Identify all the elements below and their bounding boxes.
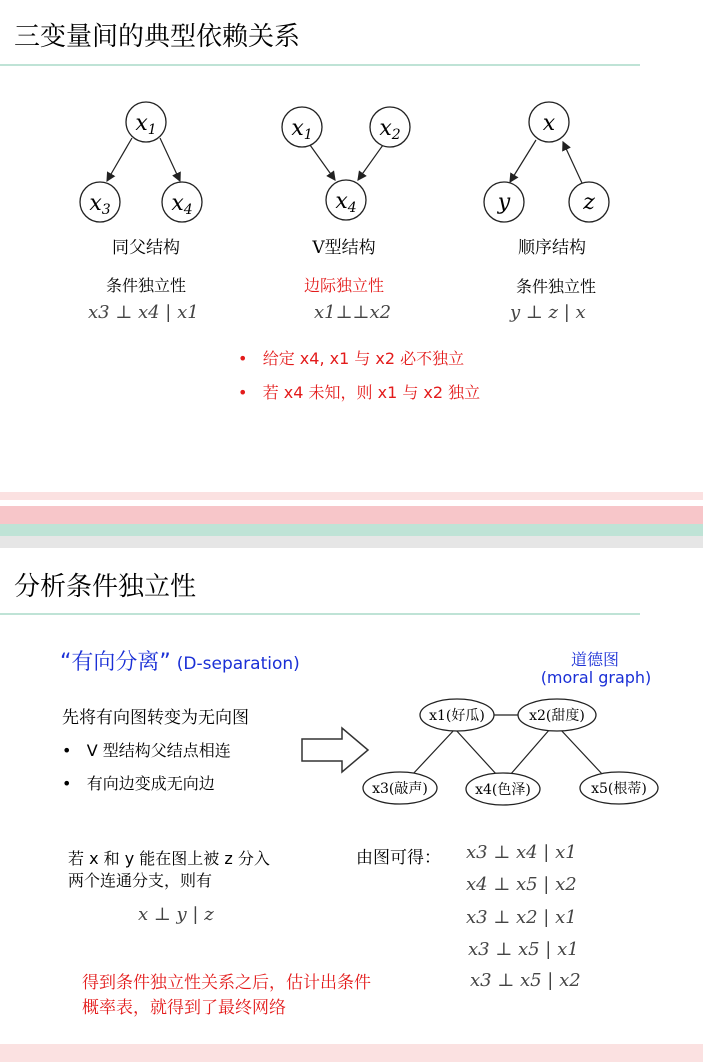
formula-v-structure: x1⊥⊥x2 — [314, 302, 392, 323]
derived-2: x4 ⊥ x5 | x2 — [466, 874, 577, 895]
convert-bullet-2: • 有向边变成无向边 — [62, 774, 215, 793]
svg-text:x: x — [542, 111, 556, 136]
property-sequential: 条件独立性 — [515, 277, 596, 296]
formula-common-parent: x3 ⊥ x4 | x1 — [88, 302, 199, 323]
derived-4: x3 ⊥ x5 | x1 — [468, 939, 579, 960]
property-v-structure: 边际独立性 — [303, 276, 384, 295]
svg-text:x4: x4 — [335, 189, 357, 216]
bullet-1: • 给定 x4, x1 与 x2 必不独立 — [238, 349, 465, 368]
moral-node-x1: x1(好瓜) — [429, 708, 485, 724]
derived-1: x3 ⊥ x4 | x1 — [466, 842, 577, 863]
dsep-title-cn: “有向分离” — [60, 650, 171, 675]
svg-text:x1: x1 — [291, 116, 313, 143]
moral-node-x2: x2(甜度) — [529, 708, 585, 724]
svg-text:z: z — [583, 190, 595, 215]
conclusion-line-1: 得到条件独立性关系之后，估计出条件 — [82, 973, 371, 993]
moral-node-x4: x4(色泽) — [475, 782, 531, 798]
slide2-title: 分析条件独立性 — [14, 572, 197, 602]
bullet-2: • 若 x4 未知，则 x1 与 x2 独立 — [238, 383, 481, 402]
slide1-title-rule — [0, 64, 640, 66]
slide1-title: 三变量间的典型依赖关系 — [14, 22, 301, 52]
svg-text:x2: x2 — [379, 116, 401, 143]
svg-text:x3: x3 — [89, 191, 111, 218]
structure-diagrams — [0, 90, 703, 230]
formula-sequential: y ⊥ z | x — [510, 302, 586, 323]
dsep-title — [60, 645, 300, 676]
slide2-title-rule — [0, 613, 640, 615]
bullet-1-text: 给定 x4, x1 与 x2 必不独立 — [262, 349, 465, 368]
svg-text:x4: x4 — [171, 191, 193, 218]
caption-v-structure: V型结构 — [312, 238, 376, 258]
v-structure-diagram — [282, 107, 410, 220]
convert-bullet-1: • V 型结构父结点相连 — [62, 741, 231, 760]
moral-node-x3: x3(敲声) — [372, 781, 428, 797]
separator-band-5 — [0, 536, 703, 548]
convert-heading: 先将有向图转变为无向图 — [62, 708, 249, 728]
svg-text:x1: x1 — [135, 111, 157, 138]
property-common-parent: 条件独立性 — [105, 276, 186, 295]
condition-line-1: 若 x 和 y 能在图上被 z 分入 — [68, 849, 270, 868]
convert-bullet-2-text: 有向边变成无向边 — [86, 774, 215, 793]
moral-node-x5: x5(根蒂) — [591, 781, 647, 797]
derive-label: 由图可得： — [356, 848, 441, 868]
derived-3: x3 ⊥ x2 | x1 — [466, 907, 577, 928]
moral-title: 道德图 — [570, 650, 619, 669]
condition-formula: x ⊥ y | z — [138, 904, 214, 925]
separator-band-4 — [0, 524, 703, 536]
bottom-band — [0, 1044, 703, 1062]
moral-title-en: (moral graph) — [540, 668, 652, 687]
separator-band-1 — [0, 492, 703, 500]
convert-bullet-1-text: V 型结构父结点相连 — [86, 741, 231, 760]
caption-sequential: 顺序结构 — [518, 238, 586, 258]
caption-common-parent: 同父结构 — [112, 238, 180, 258]
moral-graph — [360, 695, 670, 810]
common-parent-diagram — [80, 102, 202, 222]
dsep-title-en: (D-separation) — [176, 654, 300, 674]
sequential-diagram — [484, 102, 609, 222]
separator-band-3 — [0, 506, 703, 524]
derived-5: x3 ⊥ x5 | x2 — [470, 970, 581, 991]
condition-line-2: 两个连通分支，则有 — [68, 871, 213, 890]
conclusion-line-2: 概率表，就得到了最终网络 — [82, 998, 286, 1018]
bullet-2-text: 若 x4 未知，则 x1 与 x2 独立 — [262, 383, 481, 402]
svg-text:y: y — [497, 190, 511, 215]
